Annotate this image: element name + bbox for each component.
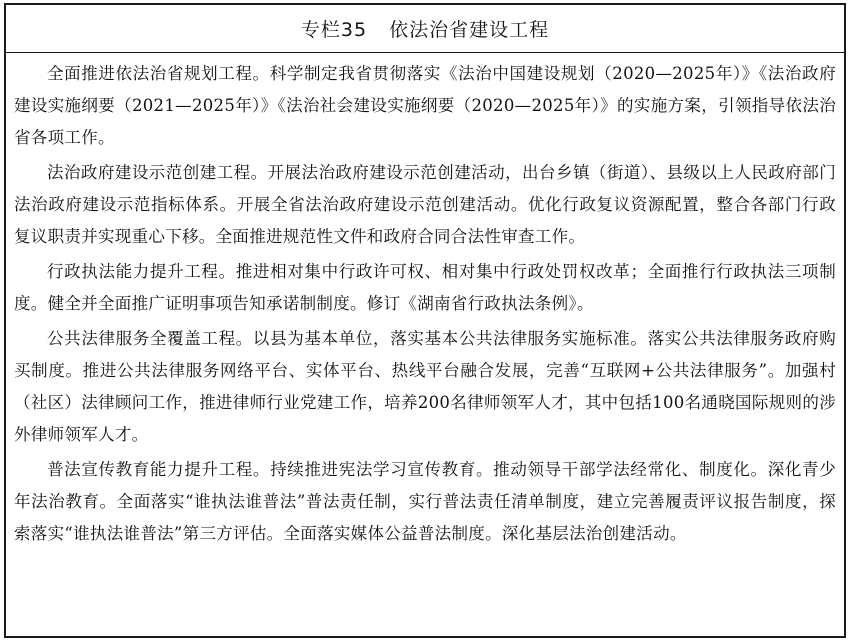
column-title [6, 5, 844, 53]
paragraph-heading: 行政执法能力提升工程。 [47, 262, 236, 281]
paragraph-body: 以县为基本单位，落实基本公共法律服务实施标准。落实公共法律服务政府购买制度。推进公共法律服务网络平台、实体平台、热线平台融合发展，完善“互联网+公共法律服务”。加强村（社区）法律顾问工作，推进律师行业党建工作，培养200名律师领军人才，其中包括100名通晓国际规则的涉外律师领军人才。 [14, 329, 836, 444]
paragraph-body: 开展法治政府建设示范创建活动，出台乡镇（街道）、县级以上人民政府部门法治政府建设示范指标体系。开展全省法治政府建设示范创建活动。优化行政复议资源配置，整合各部门行政复议职责并实现重心下移。全面推进规范性文件和政府合同合法性审查工作。 [14, 163, 836, 246]
paragraph-body: 科学制定我省贯彻落实《法治中国建设规划（2020—2025年）》《法治政府建设实施纲要（2021—2025年）》《法治社会建设实施纲要（2020—2025年）》的实施方案，引领指导依法治省各项工作。 [14, 64, 836, 147]
paragraph-heading: 全面推进依法治省规划工程。 [47, 64, 270, 83]
paragraph-public-legal-service [14, 323, 836, 451]
column-box [4, 3, 846, 638]
paragraph-body: 推进相对集中行政许可权、相对集中行政处罚权改革；全面推行行政执法三项制度。健全并全面推广证明事项告知承诺制制度。修订《湖南省行政执法条例》。 [14, 262, 836, 313]
paragraph-government-demonstration [14, 157, 836, 253]
paragraph-heading: 公共法律服务全覆盖工程。 [47, 329, 253, 348]
paragraph-heading: 法治政府建设示范创建工程。 [47, 163, 268, 182]
paragraph-rule-of-law-planning [14, 58, 836, 154]
column-title-text: 依法治省建设工程 [389, 19, 550, 41]
paragraph-body: 持续推进宪法学习宣传教育。推动领导干部学法经常化、制度化。深化青少年法治教育。全面落实“谁执法谁普法”普法责任制，实行普法责任清单制度，建立完善履责评议报告制度，探索落实“谁执法谁普法”第三方评估。全面落实媒体公益普法制度。深化基层法治创建活动。 [14, 460, 836, 543]
column-number: 专栏35 [300, 19, 368, 41]
column-content [6, 53, 844, 550]
paragraph-heading: 普法宣传教育能力提升工程。 [47, 460, 271, 479]
paragraph-legal-education [14, 454, 836, 550]
paragraph-law-enforcement [14, 256, 836, 320]
